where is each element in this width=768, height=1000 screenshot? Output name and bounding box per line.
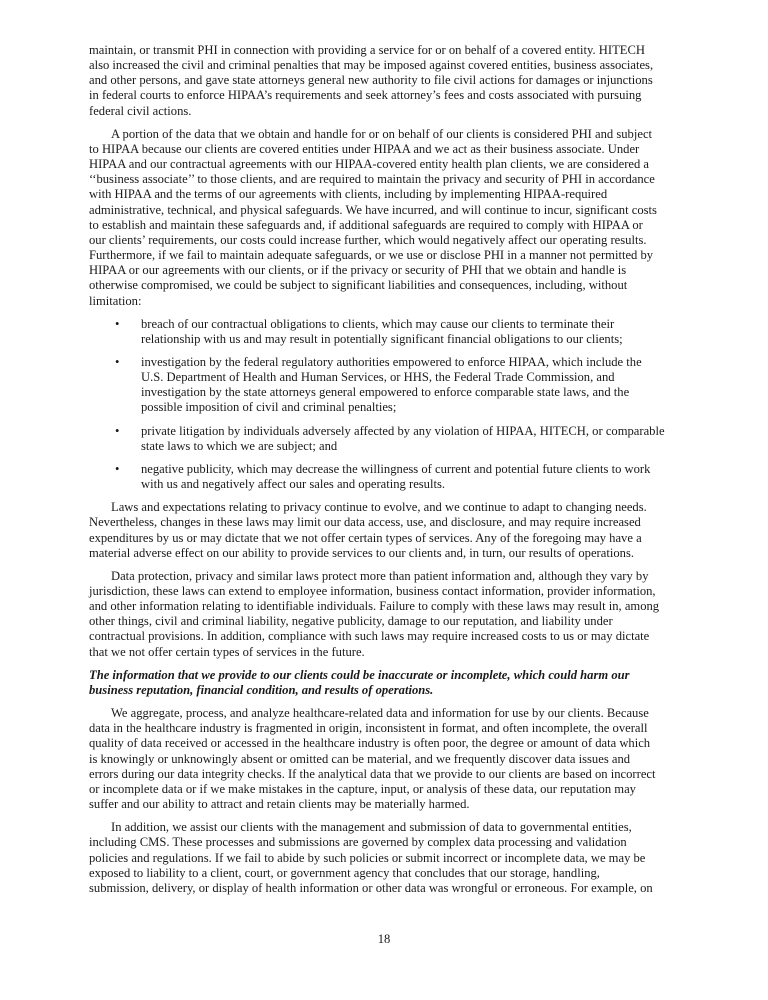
text-line: suffer and our ability to attract and retain clients may be materially harmed. bbox=[89, 797, 470, 812]
text-line: or incomplete data or if we make mistakes in the capture, input, or analysis of these data, our reputation may bbox=[89, 781, 636, 796]
text-line: business reputation, financial condition, and results of operations. bbox=[89, 682, 434, 697]
text-line: Data protection, privacy and similar laws protect more than patient information and, although they vary by bbox=[111, 568, 649, 583]
text-line: including CMS. These processes and submissions are governed by complex data processing and validation bbox=[89, 835, 627, 850]
text-line: state laws to which we are subject; and bbox=[141, 438, 338, 453]
section-heading bbox=[89, 668, 689, 698]
text-line: and other information relating to identifiable individuals. Failure to comply with these laws may result in, among bbox=[89, 599, 660, 614]
text-line: administrative, technical, and physical safeguards. We have incurred, and will continue to incur, significant costs bbox=[89, 202, 657, 217]
paragraph bbox=[89, 43, 689, 119]
text-line: Laws and expectations relating to privacy continue to evolve, and we continue to adapt to changing needs. bbox=[111, 500, 647, 515]
text-line: investigation by the federal regulatory authorities empowered to enforce HIPAA, which include the bbox=[141, 354, 642, 369]
paragraph bbox=[89, 820, 689, 896]
text-line: limitation: bbox=[89, 293, 142, 308]
text-line: with us and negatively affect our sales and operating results. bbox=[141, 477, 446, 492]
text-line: ‘‘business associate’’ to those clients, and are required to maintain the privacy and security of PHI in accordance bbox=[89, 172, 655, 187]
text-line: contractual provisions. In addition, compliance with such laws may require increased costs to us or may dictate bbox=[89, 629, 650, 644]
text-line: policies and regulations. If we fail to abide by such policies or submit incorrect or incomplete data, we may be bbox=[89, 850, 646, 865]
text-line: data in the healthcare industry is fragmented in origin, inconsistent in format, and often incomplete, the overall bbox=[89, 721, 648, 736]
text-line: We aggregate, process, and analyze healthcare-related data and information for use by our clients. Because bbox=[111, 706, 649, 721]
text-line: also increased the civil and criminal penalties that may be imposed against covered entities, business associates, bbox=[89, 58, 654, 73]
text-line: In addition, we assist our clients with the management and submission of data to governmental entities, bbox=[111, 820, 632, 835]
paragraph bbox=[89, 127, 689, 309]
text-line: otherwise compromised, we could be subject to significant liabilities and consequences, including, without bbox=[89, 278, 628, 293]
text-line: U.S. Department of Health and Human Services, or HHS, the Federal Trade Commission, and bbox=[141, 370, 615, 385]
text-line: submission, delivery, or display of health information or other data was wrongful or erroneous. For example, on bbox=[89, 880, 653, 895]
text-line: The information that we provide to our clients could be inaccurate or incomplete, which could harm our bbox=[89, 667, 630, 682]
page-number: 18 bbox=[377, 932, 391, 946]
paragraph bbox=[89, 706, 689, 812]
text-line: jurisdiction, these laws can extend to employee information, business contact information, provider information, bbox=[89, 584, 656, 598]
bullet-icon: • bbox=[115, 354, 120, 369]
text-line: quality of data received or accessed in the healthcare industry is often poor, the degree or amount of data which bbox=[89, 736, 651, 751]
text-line: that we not offer certain types of services in the future. bbox=[89, 644, 365, 659]
text-line: our clients’ requirements, our costs could increase further, which would negatively affect our operating results. bbox=[89, 232, 647, 247]
text-line: possible imposition of civil and criminal penalties; bbox=[141, 400, 397, 415]
bullet-icon: • bbox=[115, 316, 120, 331]
bullet-icon: • bbox=[115, 461, 120, 476]
text-line: private litigation by individuals adversely affected by any violation of HIPAA, HITECH, or comparable bbox=[141, 423, 665, 438]
text-line: other things, civil and criminal liability, negative publicity, damage to our reputation, and liability under bbox=[89, 614, 613, 629]
text-line: breach of our contractual obligations to clients, which may cause our clients to terminate their bbox=[141, 316, 615, 331]
text-line: maintain, or transmit PHI in connection with providing a service for or on behalf of a covered entity. HITECH bbox=[89, 43, 645, 57]
text-line: federal civil actions. bbox=[89, 103, 192, 118]
text-line: HIPAA and our contractual agreements with our HIPAA-covered entity health plan clients, we are considered a bbox=[89, 157, 650, 172]
text-line: is knowingly or unknowingly absent or omitted can be material, and we frequently discover data issues and bbox=[89, 751, 631, 766]
bullet-icon: • bbox=[115, 423, 120, 438]
bullet-item bbox=[89, 355, 689, 416]
text-line: Furthermore, if we fail to maintain adequate safeguards, or we use or disclose PHI in a manner not permitted by bbox=[89, 248, 654, 263]
text-line: HIPAA or our agreements with our clients, or if the privacy or security of PHI that we obtain and handle is bbox=[89, 263, 627, 278]
text-line: errors during our data integrity checks. If the analytical data that we provide to our clients are based on incorrect bbox=[89, 766, 656, 781]
text-line: with HIPAA and the terms of our agreements with clients, including by implementing HIPAA-required bbox=[89, 187, 608, 202]
bullet-item bbox=[89, 424, 689, 454]
bullet-item bbox=[89, 317, 689, 347]
text-line: relationship with us and may result in potentially significant financial obligations to our clients; bbox=[141, 331, 623, 346]
text-line: negative publicity, which may decrease the willingness of current and potential future clients to work bbox=[141, 461, 651, 476]
text-line: material adverse effect on our ability to provide services to our clients and, in turn, our results of operations. bbox=[89, 545, 634, 560]
text-line: expenditures by us or may dictate that we not offer certain types of services. Any of the foregoing may have a bbox=[89, 530, 642, 545]
text-line: Nevertheless, changes in these laws may limit our data access, use, and disclosure, and may require increased bbox=[89, 515, 641, 530]
text-line: to HIPAA because our clients are covered entities under HIPAA and we act as their business associate. Under bbox=[89, 141, 640, 156]
document-body bbox=[89, 43, 689, 904]
paragraph bbox=[89, 500, 689, 561]
text-line: A portion of the data that we obtain and handle for or on behalf of our clients is considered PHI and subject bbox=[111, 126, 653, 141]
text-line: exposed to liability to a client, court, or government agency that concludes that our storage, handling, bbox=[89, 865, 600, 880]
paragraph bbox=[89, 569, 689, 660]
text-line: investigation by the state attorneys general empowered to enforce comparable state laws, and the bbox=[141, 385, 630, 400]
text-line: to establish and maintain these safeguards and, if additional safeguards are required to comply with HIPAA or bbox=[89, 217, 643, 232]
text-line: in federal courts to enforce HIPAA’s requirements and seek attorney’s fees and costs associated with pursuing bbox=[89, 88, 642, 103]
text-line: and other persons, and gave state attorneys general new authority to file civil actions for damages or injunctions bbox=[89, 73, 653, 88]
bullet-item bbox=[89, 462, 689, 492]
